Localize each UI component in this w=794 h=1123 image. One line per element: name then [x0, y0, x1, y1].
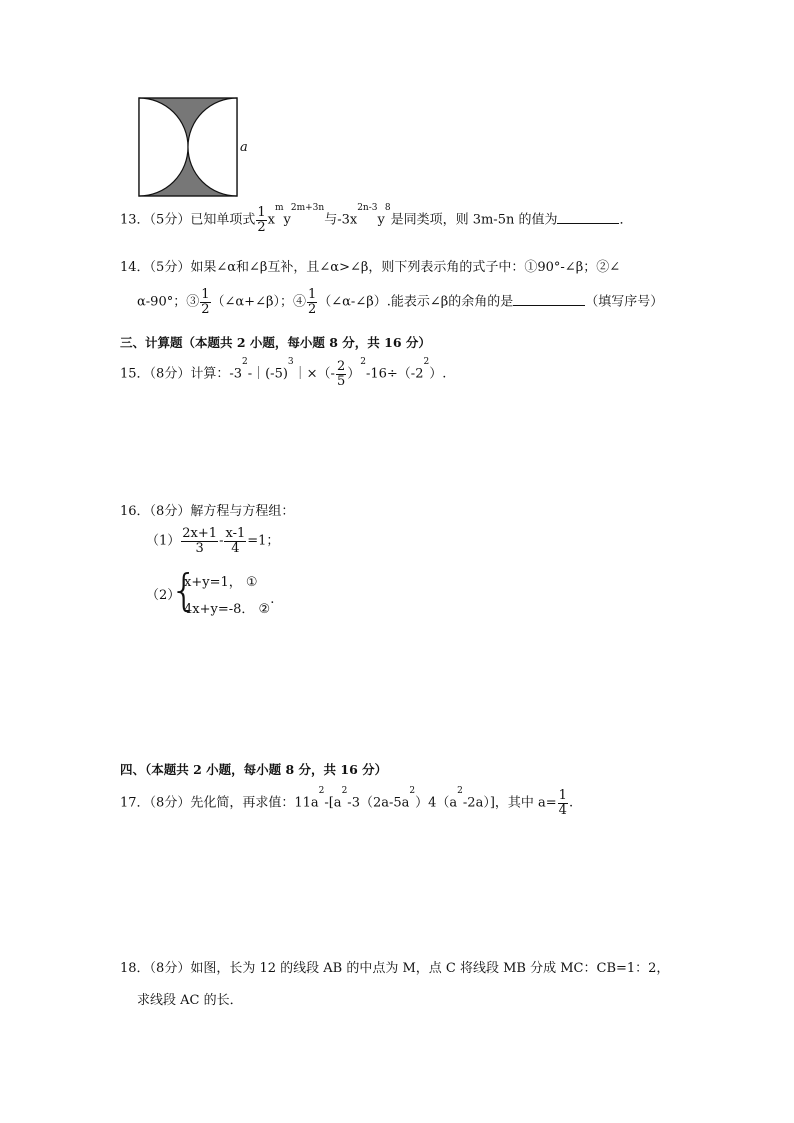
q15-frac-num: 2 [336, 359, 346, 374]
q16-end: . [270, 592, 275, 607]
q17-p2: -[a [324, 795, 342, 811]
q15-exp1: 2 [241, 357, 248, 367]
q17-frac-num: 1 [558, 788, 567, 803]
q15-part3: ｜×（- [293, 366, 335, 382]
q17-e4: 2 [457, 786, 463, 796]
q17-end: . [568, 795, 574, 811]
question-17 [120, 786, 574, 818]
q13-y2: y [377, 212, 385, 228]
q15-fraction [336, 360, 346, 388]
q14-frac3-num: 1 [201, 287, 210, 302]
q14-answer-blank[interactable] [513, 305, 585, 306]
question-13 [120, 203, 633, 235]
question-14-line2 [137, 288, 663, 316]
q16-frac2-num: x-1 [225, 526, 246, 541]
q16-eq2-text: 4x+y=-8． [184, 602, 255, 617]
q17-p4: ）4（a [415, 795, 458, 811]
q15-part4: ） [347, 366, 361, 382]
q13-y-exp: 2m+3n [290, 203, 325, 213]
q13-answer-blank[interactable] [557, 223, 619, 224]
q16-minus: - [219, 533, 224, 549]
question-14-line1: 14．（5分）如果∠α和∠β互补，且∠α>∠β，则下列表示角的式子中：①90°-∠β；②∠ [120, 260, 621, 275]
q13-mid: 与-3x [324, 212, 358, 228]
q14-frac4 [307, 288, 317, 316]
q13-frac-den: 2 [257, 219, 266, 235]
question-16-part2-label: （2） [146, 588, 181, 603]
section-3-heading: 三、计算题（本题共 2 小题，每小题 8 分，共 16 分） [120, 335, 431, 350]
q16-p1-rhs: =1； [247, 533, 280, 549]
q16-frac1-num: 2x+1 [182, 526, 218, 541]
q15-part2: -｜(-5) [247, 366, 288, 382]
q13-prefix: 13．（5分）已知单项式 [120, 212, 256, 228]
q17-p5: -2a）]，其中 a= [462, 795, 557, 811]
q15-exp4: 2 [423, 357, 430, 367]
q15-prefix: 15．（8分）计算：-3 [120, 366, 242, 382]
question-16-title: 16．（8分）解方程与方程组： [120, 504, 295, 519]
q17-p3: -3（2a-5a [347, 795, 410, 811]
q13-end: ． [619, 212, 633, 228]
q13-x2-exp: 2n-3 [357, 203, 378, 213]
square-semicircle-figure [136, 95, 256, 201]
q15-frac-den: 5 [336, 373, 346, 389]
q13-frac-num: 1 [257, 205, 266, 220]
q17-e2: 2 [341, 786, 348, 796]
q13-y: y [283, 212, 291, 228]
q15-exp3: 2 [360, 357, 366, 367]
q15-part5: -16÷（-2 [365, 366, 424, 382]
q14-frac4-den: 2 [307, 301, 317, 317]
q15-exp2: 3 [287, 357, 294, 367]
q16-p1-label: （1） [146, 533, 181, 549]
q14-part-b: （∠α+∠β）；④ [211, 294, 306, 310]
q14-part-a: α-90°；③ [137, 294, 200, 310]
q16-eq1-mark: ① [245, 575, 258, 590]
section-4-heading: 四、（本题共 2 小题，每小题 8 分，共 16 分） [120, 762, 388, 777]
q13-x: x [267, 212, 275, 228]
question-18-line2: 求线段 AC 的长． [137, 993, 243, 1008]
q16-frac1 [181, 527, 218, 555]
q14-frac3 [200, 288, 210, 316]
q16-equation-1 [184, 571, 258, 590]
q13-x-exp: m [274, 203, 284, 213]
q13-y2-exp: 8 [384, 203, 391, 213]
q17-e1: 2 [318, 786, 325, 796]
figure-side-label: a [240, 140, 248, 155]
q17-e3: 2 [409, 786, 416, 796]
q17-fraction [558, 789, 568, 817]
q15-part6: ）. [429, 366, 447, 382]
q13-fraction [256, 206, 266, 234]
q14-frac3-den: 2 [201, 301, 210, 317]
question-18-line1: 18．（8分）如图，长为 12 的线段 AB 的中点为 M，点 C 将线段 MB 分成 MC：CB=1：2， [120, 961, 670, 976]
q16-system-brace: { [170, 565, 198, 616]
q14-part-c: （∠α-∠β）.能表示∠β的余角的是 [318, 294, 514, 310]
q16-frac2-den: 4 [231, 540, 240, 556]
q17-frac-den: 4 [558, 802, 567, 818]
q14-part-d: （填写序号） [585, 294, 664, 310]
q14-frac4-num: 1 [307, 287, 317, 302]
q16-equation-2 [184, 592, 275, 617]
question-16-part1 [146, 527, 279, 555]
q16-frac2 [224, 527, 246, 555]
q17-prefix: 17．（8分）先化简，再求值：11a [120, 795, 319, 811]
question-15 [120, 357, 447, 389]
q16-frac1-den: 3 [195, 540, 204, 556]
q16-eq2-mark: ② [258, 602, 271, 617]
q16-eq1-text: x+y=1， [184, 575, 242, 590]
q13-suffix: 是同类项，则 3m-5n 的值为 [390, 212, 558, 228]
